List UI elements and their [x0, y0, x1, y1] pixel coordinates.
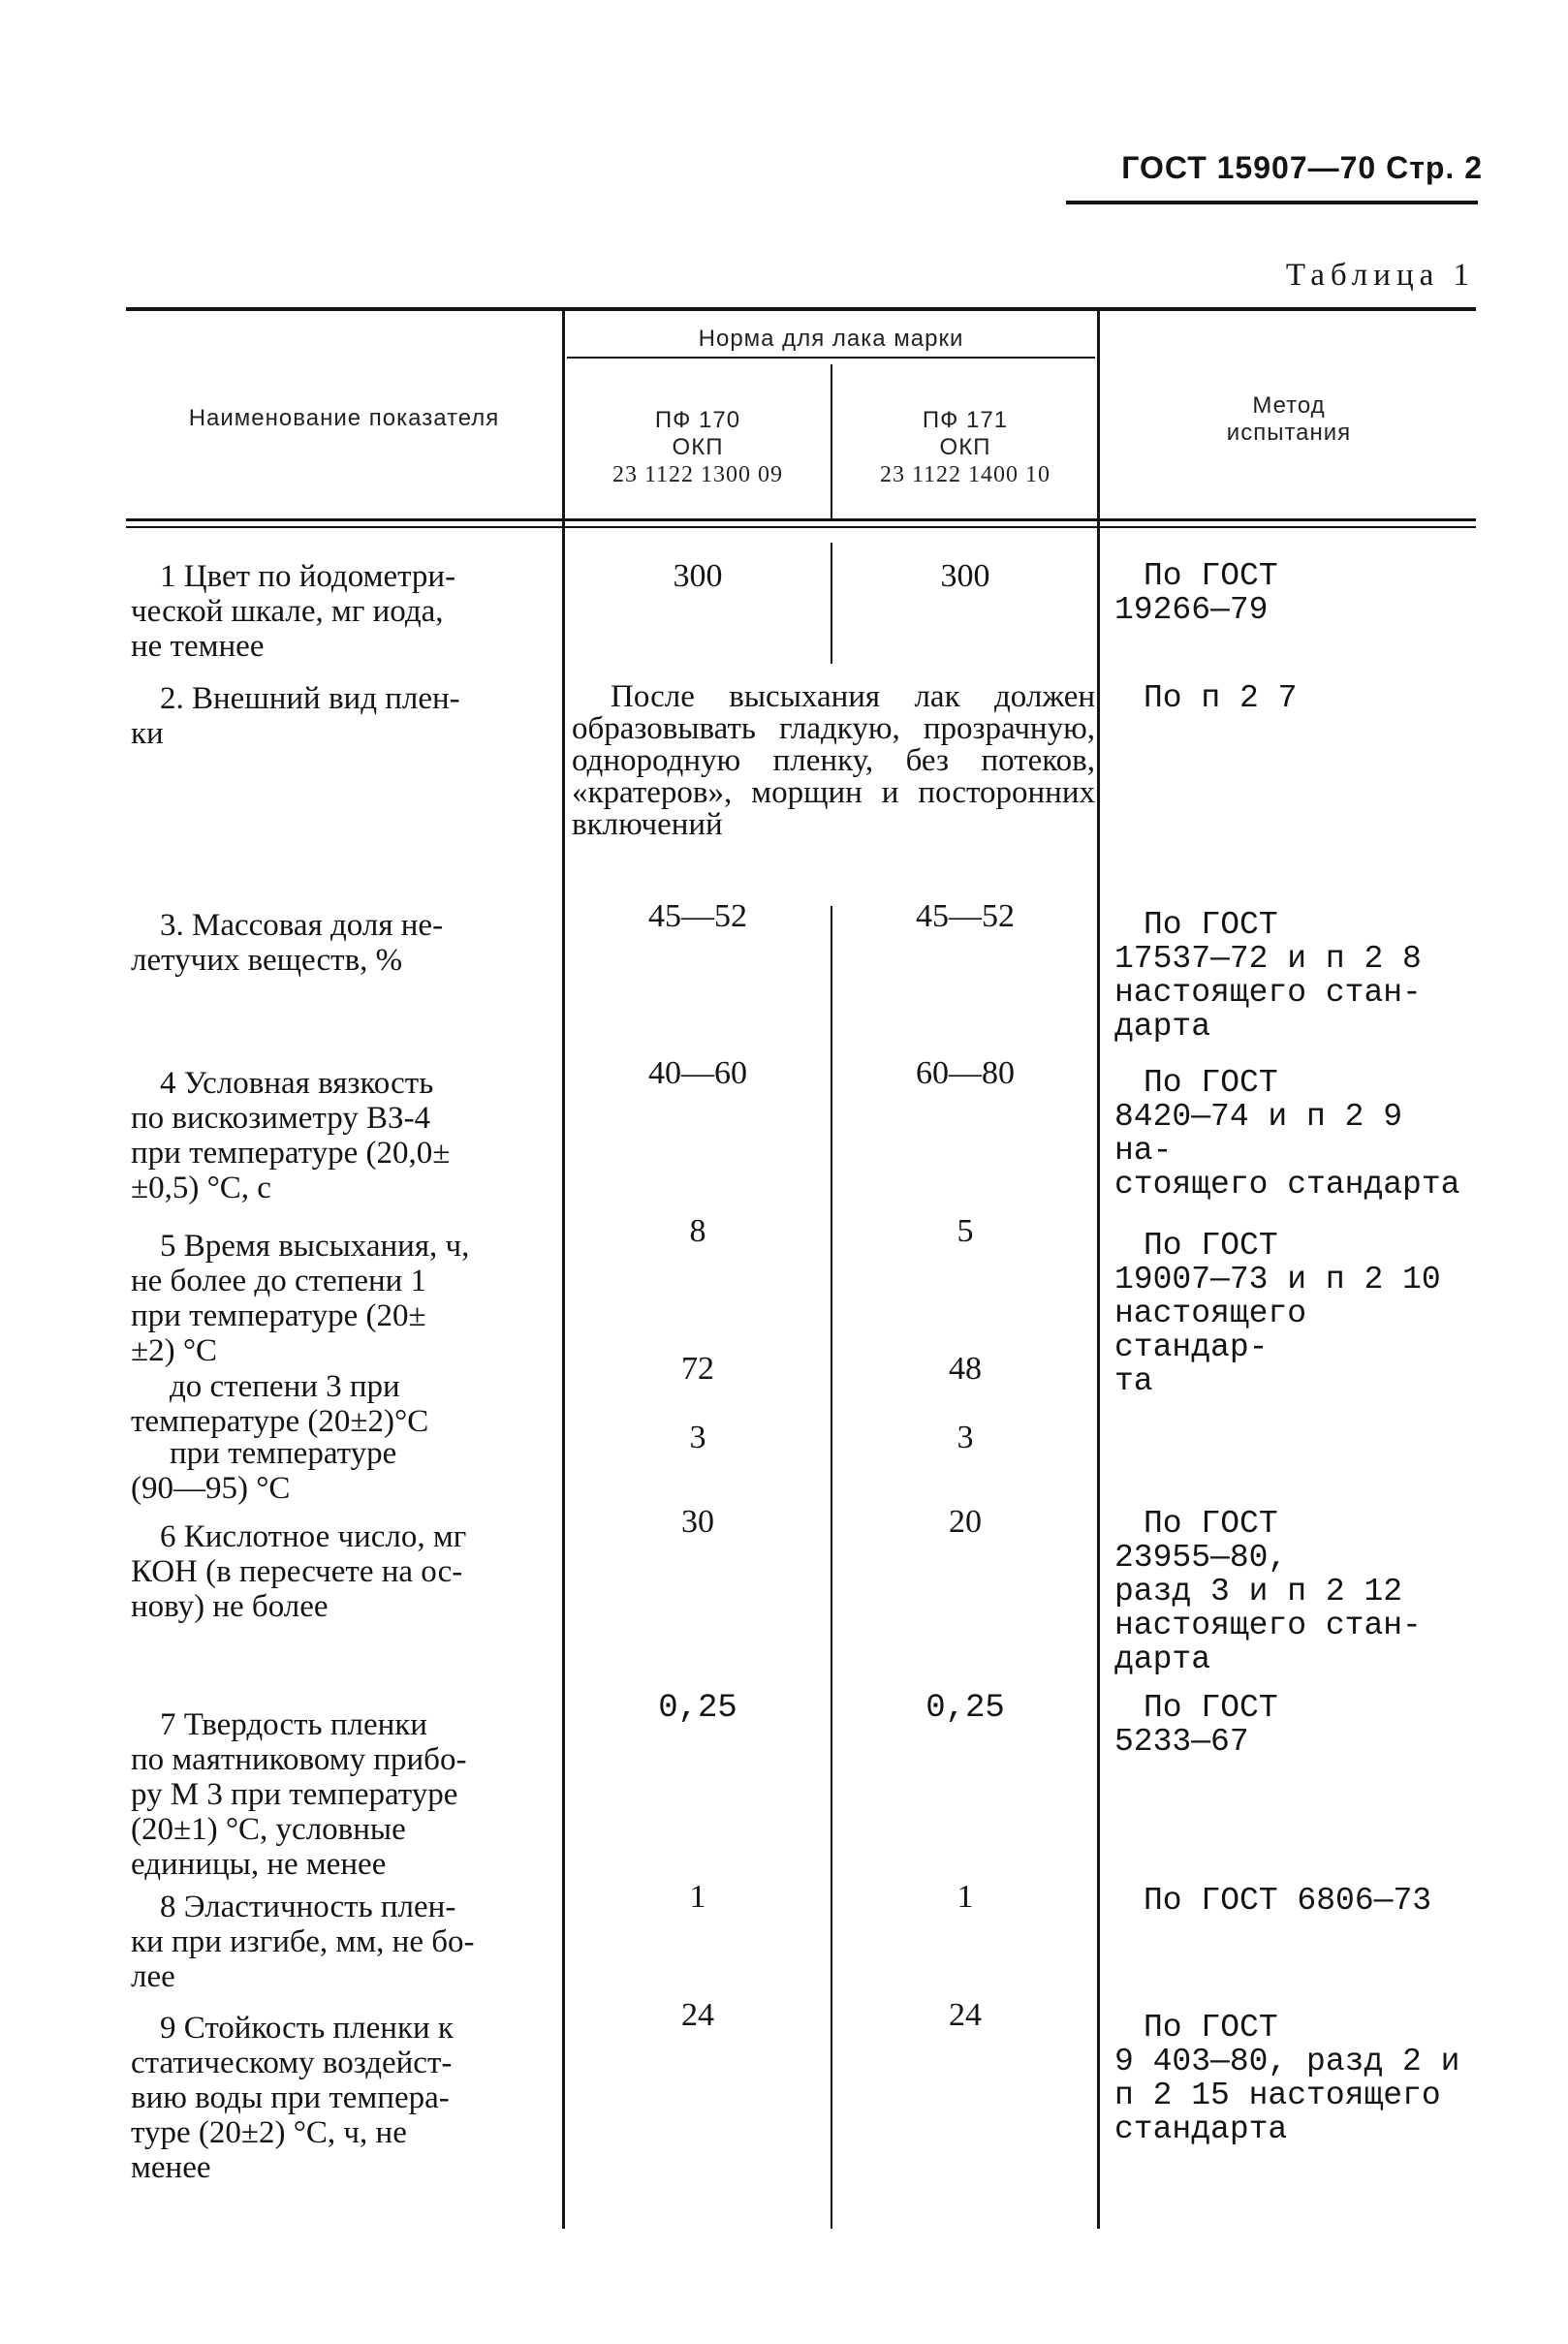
column-divider-method [1097, 310, 1100, 2229]
row-5a-grade-2: 48 [949, 1351, 982, 1387]
row-4-grade-2: 60—80 [916, 1055, 1015, 1091]
row-1-method: По ГОСТ 19266—79 [1114, 558, 1278, 628]
row-6-grade-1: 30 [681, 1504, 714, 1540]
column-divider-grades-header [831, 364, 832, 519]
row-8-method: По ГОСТ 6806—73 [1144, 1883, 1432, 1919]
row-6-grade-2: 20 [949, 1504, 982, 1540]
column-header-name: Наименование показателя [188, 405, 500, 431]
norm-group-rule [567, 357, 1095, 359]
row-1-grade-1: 300 [673, 558, 723, 594]
row-6-indicator: 6 Кислотное число, мг КОН (в пересчете на ос- нову) не более [131, 1519, 467, 1624]
grade-1-mark: ПФ 170 [654, 407, 741, 433]
table-caption: Таблица 1 [1285, 258, 1475, 293]
grade-1-okp-label: ОКП [672, 434, 724, 460]
row-7-indicator: 7 Твердость пленки по маятниковому прибо- ру М 3 при температуре (20±1) °С, условные единицы, не менее [131, 1707, 467, 1882]
grade-2-okp-label: ОКП [939, 434, 991, 460]
row-3-grade-2: 45—52 [916, 898, 1015, 934]
row-5b-grade-2: 3 [956, 1420, 974, 1455]
row-2-combined-norm: После высыхания лак должен образовывать гладкую, прозрачную, однородную пленку, без потеков, «кратеров», морщин и посторонних включений [572, 679, 1095, 842]
header-bottom-rule-2 [126, 526, 1476, 528]
row-5-indicator: 5 Время высыхания, ч, не более до степени 1 при температуре (20± ±2) °С [131, 1229, 470, 1368]
row-3-method: По ГОСТ 17537—72 и п 2 8 настоящего стан- дарта [1114, 907, 1422, 1045]
column-header-grade-2 [835, 407, 1095, 488]
row-5-grade-2: 5 [956, 1213, 974, 1249]
row-4-indicator: 4 Условная вязкость по вискозиметру ВЗ-4 при температуре (20,0± ±0,5) °С, с [131, 1066, 451, 1205]
column-header-norm-group: Норма для лака марки [698, 326, 964, 352]
row-5a-grade-1: 72 [681, 1351, 714, 1387]
row-7-method: По ГОСТ 5233—67 [1114, 1690, 1278, 1760]
grade-2-mark: ПФ 171 [922, 407, 1009, 433]
grade-divider-rows-3-9 [831, 906, 832, 2229]
row-8-grade-1: 1 [689, 1879, 706, 1915]
table-top-rule [126, 307, 1476, 311]
column-header-method: Метод испытания [1226, 392, 1352, 446]
header-rule [1066, 201, 1478, 204]
row-9-indicator: 9 Стойкость пленки к статическому воздейст- вию воды при темпера- туре (20±2) °С, ч, не менее [131, 2011, 454, 2185]
row-8-indicator: 8 Эластичность плен- ки при изгибе, мм, не бо- лее [131, 1890, 475, 1994]
row-4-grade-1: 40—60 [648, 1055, 747, 1091]
row-1-indicator: 1 Цвет по йодометри- ческой шкале, мг иода, не темнее [131, 559, 456, 664]
column-divider-name [562, 310, 565, 2229]
row-9-grade-1: 24 [681, 1997, 714, 2033]
document-header: ГОСТ 15907—70 Стр. 2 [1121, 150, 1483, 185]
row-8-grade-2: 1 [956, 1879, 974, 1915]
header-bottom-rule-1 [126, 518, 1476, 521]
grade-divider-row-1 [831, 543, 832, 664]
row-1-grade-2: 300 [940, 558, 990, 594]
row-5b-indicator: при температуре (90—95) °С [131, 1436, 397, 1506]
row-5-grade-1: 8 [689, 1213, 706, 1249]
row-3-indicator: 3. Массовая доля не- летучих веществ, % [131, 908, 444, 978]
grade-1-okp-code: 23 1122 1300 09 [612, 462, 784, 487]
row-7-grade-2: 0,25 [925, 1690, 1005, 1727]
row-5b-grade-1: 3 [689, 1420, 706, 1455]
row-6-method: По ГОСТ 23955—80, разд 3 и п 2 12 настоящего стан- дарта [1114, 1506, 1422, 1677]
row-9-method: По ГОСТ 9 403—80, разд 2 и п 2 15 настоящего стандарта [1114, 2010, 1460, 2147]
row-2-indicator: 2. Внешний вид плен- ки [131, 681, 460, 751]
row-9-grade-2: 24 [949, 1997, 982, 2033]
column-header-grade-1 [567, 407, 829, 488]
row-4-method: По ГОСТ 8420—74 и п 2 9 на- стоящего стандарта [1114, 1065, 1460, 1203]
row-7-grade-1: 0,25 [658, 1690, 737, 1727]
row-2-method: По п 2 7 [1144, 680, 1298, 716]
row-5-method: По ГОСТ 19007—73 и п 2 10 настоящего стандар- та [1114, 1228, 1441, 1399]
row-5a-indicator: до степени 3 при температуре (20±2)°С [131, 1369, 429, 1439]
row-3-grade-1: 45—52 [648, 898, 747, 934]
grade-2-okp-code: 23 1122 1400 10 [879, 462, 1051, 487]
